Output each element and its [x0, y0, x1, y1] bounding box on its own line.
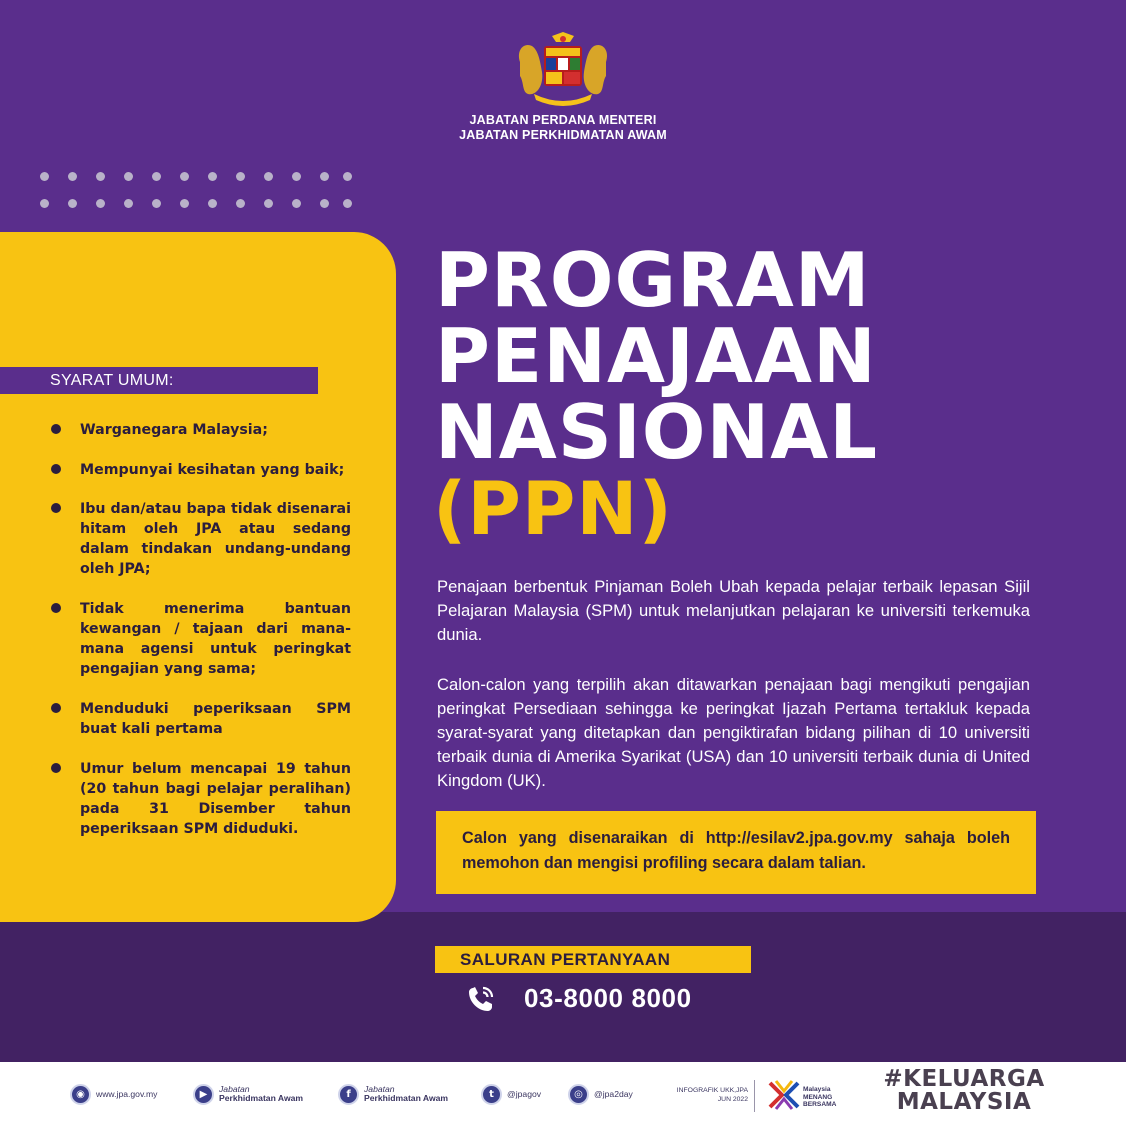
dot	[68, 199, 77, 208]
list-item-text: Ibu dan/atau bapa tidak disenarai hitam oleh JPA atau sedang dalam tindakan undang-undang oleh JPA;	[80, 501, 351, 577]
dot	[343, 199, 352, 208]
footer-youtube	[193, 1081, 303, 1107]
infographic-credit	[660, 1086, 748, 1104]
hashtag-line-1: #KELUARGA	[883, 1066, 1045, 1092]
dot	[320, 172, 329, 181]
description-paragraph-2: Calon-calon yang terpilih akan ditawarkan penajaan bagi mengikuti pengajian peringkat Persediaan sehingga ke peringkat Ijazah Pertama tertakluk kepada syarat-syarat yang ditetapkan dan pengiktirafan bidang pilihan di 10 universiti terbaik dunia di Amerika Syarikat (USA) dan 10 universiti terbaik dunia di United Kingdom (UK).	[437, 675, 1030, 790]
twitter-text: @jpagov	[507, 1088, 542, 1099]
dot	[236, 199, 245, 208]
contact-heading: SALURAN PERTANYAAN	[460, 950, 671, 969]
footer-facebook	[338, 1081, 448, 1107]
facebook-text	[364, 1085, 448, 1103]
mmb-line-1: Malaysia	[803, 1086, 831, 1093]
mmb-line-2: MENANG	[803, 1093, 833, 1101]
globe-icon: ◉	[70, 1084, 91, 1105]
dot	[236, 172, 245, 181]
bullet-icon	[51, 503, 61, 513]
list-item-text: Tidak menerima bantuan kewangan / tajaan dari mana-mana agensi untuk peringkat pengajian yang sama;	[80, 601, 351, 677]
phone-icon	[466, 984, 496, 1014]
dot	[68, 172, 77, 181]
footer-twitter	[481, 1081, 541, 1107]
agency-line-1: JABATAN PERDANA MENTERI	[469, 113, 657, 127]
dot	[292, 199, 301, 208]
title-line-3: NASIONAL	[435, 388, 879, 476]
mmb-text	[803, 1086, 836, 1109]
instagram-icon: ◎	[568, 1084, 589, 1105]
youtube-text	[219, 1085, 303, 1103]
program-acronym: (PPN)	[433, 467, 673, 552]
youtube-icon: ▶	[193, 1084, 214, 1105]
dot	[152, 172, 161, 181]
list-item-text: Menduduki peperiksaan SPM buat kali pertama	[80, 701, 351, 737]
website-text: www.jpa.gov.my	[96, 1088, 158, 1099]
facebook-line-1: Jabatan	[364, 1084, 395, 1094]
youtube-line-1: Jabatan	[219, 1084, 250, 1094]
requirements-heading: SYARAT UMUM:	[50, 372, 174, 389]
footer-website	[70, 1081, 157, 1107]
dot	[40, 199, 49, 208]
title-line-1: PROGRAM	[435, 236, 871, 324]
coat-of-arms-icon	[514, 32, 612, 108]
hashtag-line-2: MALAYSIA	[896, 1089, 1032, 1115]
agency-names	[400, 113, 726, 143]
footer-divider	[754, 1080, 755, 1112]
dot	[320, 199, 329, 208]
mmb-line-3: BERSAMA	[803, 1101, 837, 1108]
youtube-line-2: Perkhidmatan Awam	[219, 1093, 304, 1103]
dot	[40, 172, 49, 181]
phone-number: 03-8000 8000	[524, 983, 692, 1013]
footer-instagram	[568, 1081, 633, 1107]
list-item-text: Umur belum mencapai 19 tahun (20 tahun bagi pelajar peralihan) pada 31 Disember tahun peperiksaan SPM diduduki.	[80, 761, 351, 837]
infographic-line-2: JUN 2022	[717, 1096, 748, 1103]
application-callout	[436, 811, 1036, 894]
list-item-text: Mempunyai kesihatan yang baik;	[80, 462, 345, 478]
title-line-2: PENAJAAN	[435, 312, 877, 400]
dot	[180, 199, 189, 208]
infographic-line-1: INFOGRAFIK UKK,JPA	[676, 1087, 748, 1094]
facebook-icon: f	[338, 1084, 359, 1105]
dot	[152, 199, 161, 208]
callout-text: Calon yang disenaraikan di http://esilav2.jpa.gov.my sahaja boleh memohon dan mengisi profiling secara dalam talian.	[462, 829, 1010, 872]
bullet-icon	[51, 703, 61, 713]
bullet-icon	[51, 603, 61, 613]
dot	[124, 172, 133, 181]
facebook-line-2: Perkhidmatan Awam	[364, 1093, 449, 1103]
contact-heading-bar	[435, 946, 751, 973]
dot	[96, 199, 105, 208]
dot	[96, 172, 105, 181]
decorative-dots	[40, 172, 360, 212]
dot	[343, 172, 352, 181]
dot	[264, 172, 273, 181]
program-title	[435, 236, 879, 476]
keluarga-malaysia-logo	[878, 1068, 1050, 1114]
dot	[292, 172, 301, 181]
dot	[208, 199, 217, 208]
dot	[208, 172, 217, 181]
dot	[264, 199, 273, 208]
list-item-text: Warganegara Malaysia;	[80, 422, 268, 438]
dot	[180, 172, 189, 181]
bullet-icon	[51, 464, 61, 474]
malaysia-menang-bersama-logo	[766, 1079, 802, 1111]
twitter-icon: t	[481, 1084, 502, 1105]
instagram-text: @jpa2day	[594, 1088, 633, 1099]
bullet-icon	[51, 763, 61, 773]
dot	[124, 199, 133, 208]
agency-line-2: JABATAN PERKHIDMATAN AWAM	[459, 128, 667, 142]
bullet-icon	[51, 424, 61, 434]
description-paragraph-1: Penajaan berbentuk Pinjaman Boleh Ubah kepada pelajar terbaik lepasan Sijil Pelajaran Malaysia (SPM) untuk melanjutkan pelajaran ke universiti terkemuka dunia.	[437, 577, 1030, 644]
